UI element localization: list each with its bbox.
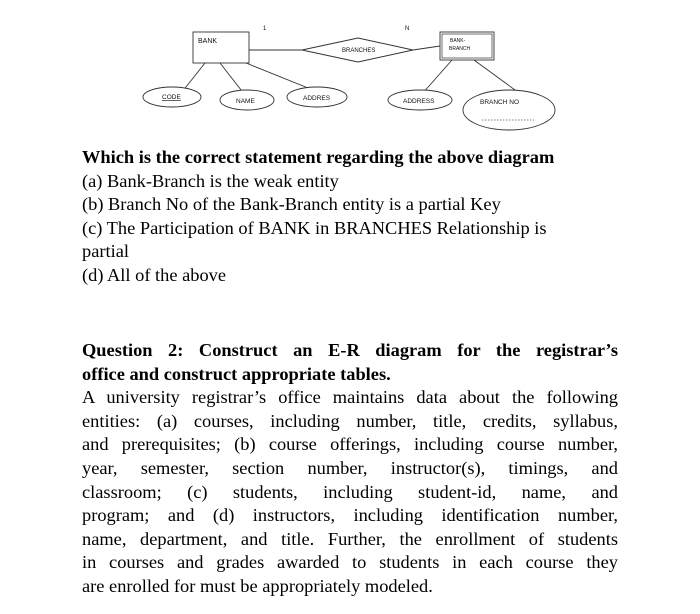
question-2-body-line: in courses and grades awarded to students in each course they <box>82 552 618 573</box>
bank-branch-label-line2: BRANCH <box>449 46 471 52</box>
attribute-address-label: ADDRESS <box>403 98 435 105</box>
bank-branch-label-line1: BANK- <box>450 38 466 44</box>
question-2-body-line: name, department, and title. Further, the enrollment of students <box>82 528 618 549</box>
question-2-body-line: year, semester, section number, instructor(s), timings, and <box>82 457 618 478</box>
question-1-heading: Which is the correct statement regarding the above diagram <box>82 147 555 167</box>
attribute-branch-no-label: BRANCH NO <box>480 99 520 106</box>
option-a: (a) Bank-Branch is the weak entity <box>82 170 339 191</box>
question-1 <box>82 146 618 288</box>
er-diagram <box>0 0 700 150</box>
option-c-line-1: (c) The Participation of BANK in BRANCHES Relationship is <box>82 217 547 238</box>
cardinality-many: N <box>405 26 410 32</box>
option-b: (b) Branch No of the Bank-Branch entity is a partial Key <box>82 194 501 215</box>
question-2 <box>82 339 618 599</box>
question-2-title-line-1: Question 2: Construct an E-R diagram for the registrar’s <box>82 340 618 360</box>
bank-entity <box>193 32 249 63</box>
question-2-body-line: entities: (a) courses, including number, title, credits, syllabus, <box>82 410 618 431</box>
attribute-code-label: CODE <box>162 94 181 101</box>
option-c-line-2: partial <box>82 241 129 262</box>
question-2-body-line: classroom; (c) students, including student-id, name, and <box>82 481 618 502</box>
bank-entity-label: BANK <box>198 38 218 45</box>
option-d: (d) All of the above <box>82 264 227 285</box>
question-2-body-line: program; and (d) instructors, including identification number, <box>82 505 618 526</box>
question-2-body-line: A university registrar’s office maintains data about the following <box>82 387 618 408</box>
cardinality-one: 1 <box>263 26 267 32</box>
attribute-branch-no <box>463 90 555 130</box>
attribute-addres-label: ADDRES <box>303 95 331 102</box>
question-2-title-line-2: office and construct appropriate tables. <box>82 363 391 384</box>
question-2-body-line: are enrolled for must be appropriately modeled. <box>82 575 433 596</box>
attribute-name-label: NAME <box>236 98 255 105</box>
branches-relationship-label: BRANCHES <box>342 48 376 54</box>
question-2-body-line: and prerequisites; (b) course offerings, including course number, <box>82 434 618 455</box>
